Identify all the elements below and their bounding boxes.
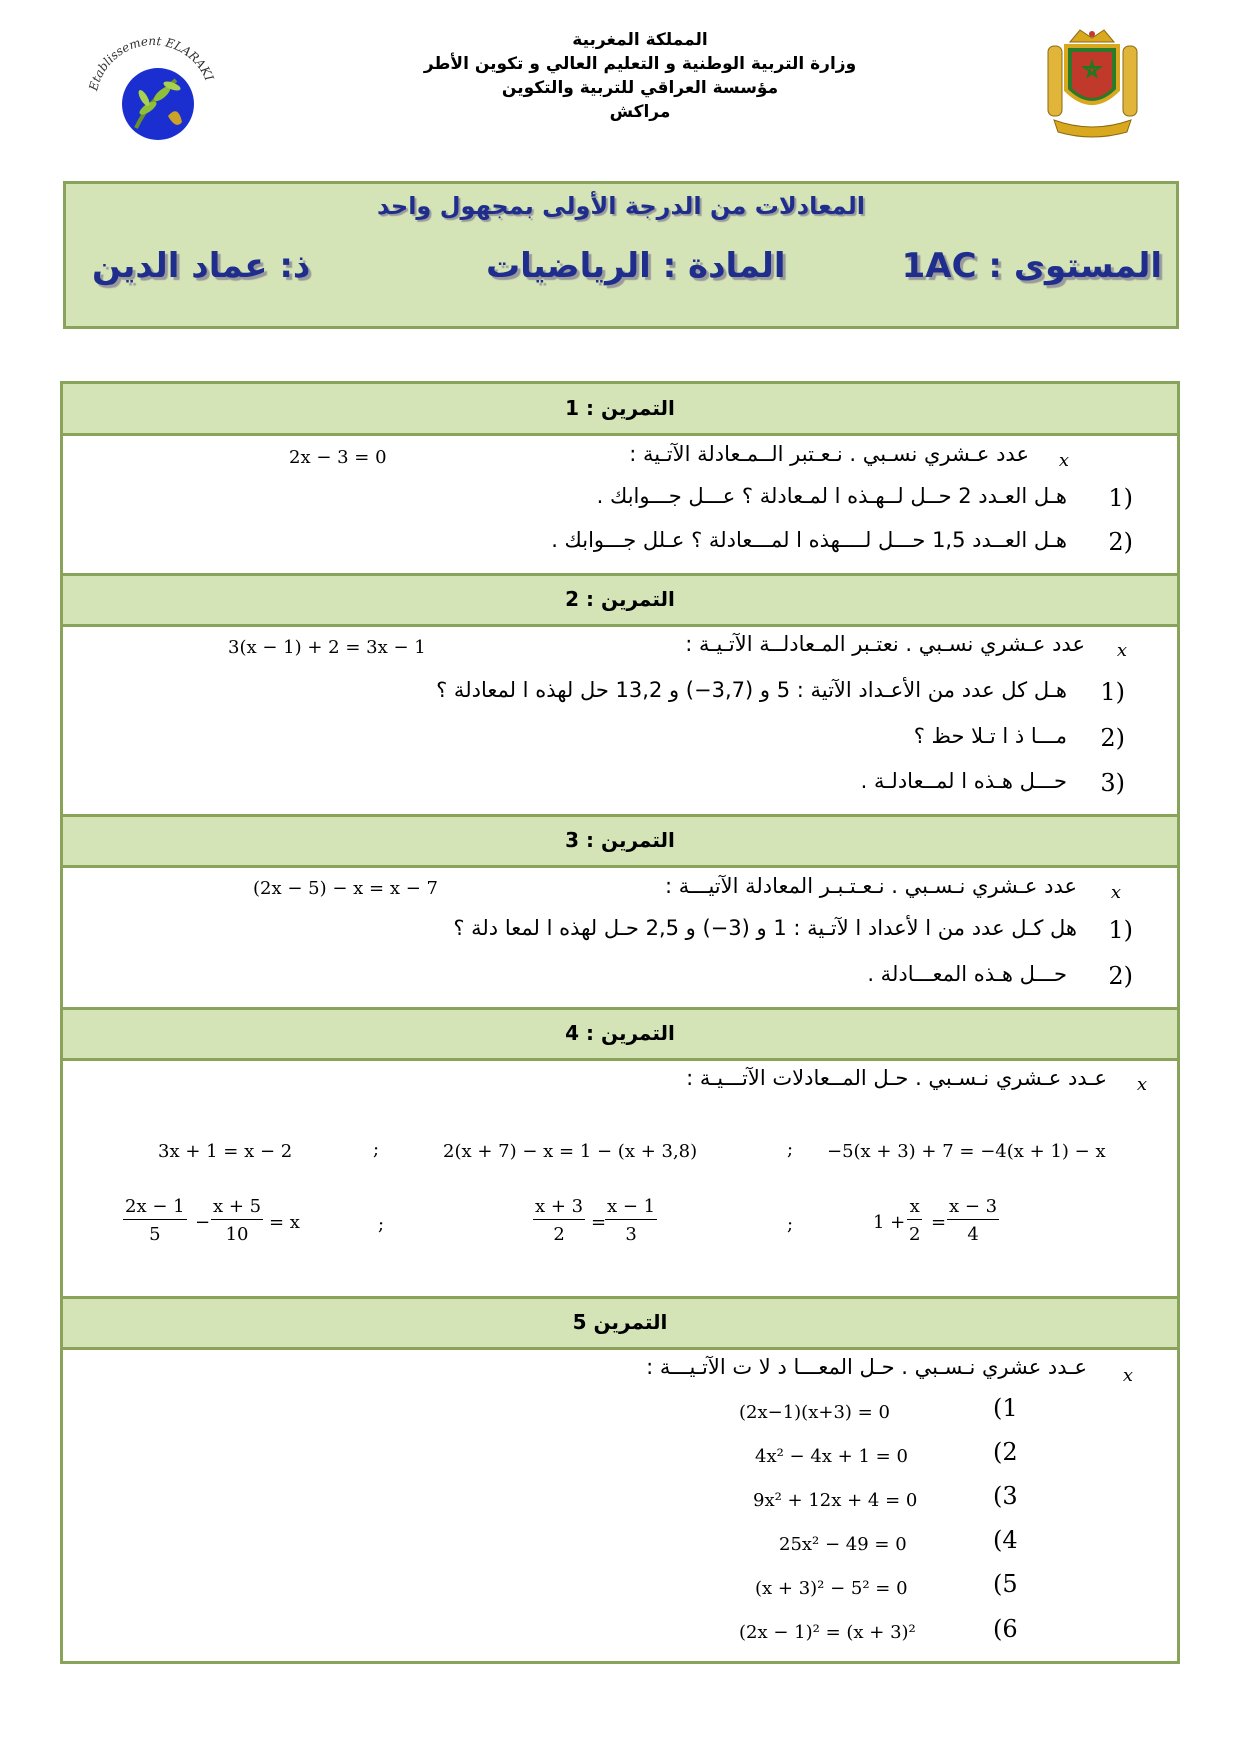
- equation-c: −5(x + 3) + 7 = −4(x + 1) − x: [827, 1141, 1106, 1162]
- exercise-1-q1-number: 1): [1108, 484, 1133, 512]
- exercise-2-q2-number: 2): [1100, 724, 1125, 752]
- list-item-equation: (x + 3)² − 5² = 0: [755, 1578, 908, 1599]
- exercise-3-q2-number: 2): [1108, 962, 1133, 990]
- school-logo: [78, 32, 228, 142]
- school-logo-text: Etablissement ELARAKI: [86, 33, 217, 93]
- exercises-table: [60, 381, 1180, 1664]
- exercise-3-question-1: هل كـل عدد من ا لأعداد ا لآتـية : 1 و (3−) و 2,5 حـل لهذه ا لمعا دلة ؟: [453, 916, 1077, 940]
- exercise-2-equation: 3(x − 1) + 2 = 3x − 1: [228, 637, 426, 658]
- exercise-4-variable: x: [1136, 1074, 1147, 1095]
- exercise-5-header: التمرين 5: [63, 1296, 1177, 1350]
- fraction-6: [947, 1196, 999, 1245]
- fraction-1: [123, 1196, 187, 1245]
- exercise-1-q2-number: 2): [1108, 528, 1133, 556]
- exercise-2-variable: x: [1116, 640, 1127, 661]
- level-label: المستوى : 1AC: [901, 246, 1162, 286]
- exercise-3-q1-number: 1): [1108, 916, 1133, 944]
- separator: ;: [373, 1139, 380, 1160]
- institution-header: [380, 28, 900, 124]
- exercise-5-variable: x: [1122, 1365, 1133, 1386]
- separator: ;: [787, 1214, 794, 1235]
- subject-label: المادة : الرياضيات: [486, 246, 786, 286]
- fraction-3-denominator: 2: [533, 1219, 585, 1245]
- fraction-1-numerator: 2x − 1: [125, 1196, 185, 1217]
- fraction-4: [605, 1196, 657, 1245]
- exercise-3-variable: x: [1110, 882, 1121, 903]
- exercise-2-intro: عدد عـشري نسـبي . نعتـبر المـعادلــة الآتـيـة :: [685, 632, 1085, 656]
- list-item-number: (2: [993, 1438, 1018, 1466]
- list-item-equation: 4x² − 4x + 1 = 0: [755, 1446, 908, 1467]
- list-item-number: (5: [993, 1570, 1018, 1598]
- title-box: [63, 181, 1179, 329]
- exercise-3-header: التمرين : 3: [63, 814, 1177, 868]
- fraction-3-equals: =: [591, 1212, 607, 1233]
- list-item-number: (6: [993, 1615, 1018, 1643]
- header-kingdom: المملكة المغربية: [572, 30, 708, 50]
- fraction-1-denominator: 5: [123, 1219, 187, 1245]
- fraction-3-numerator: x + 3: [535, 1196, 584, 1217]
- fraction-3: [533, 1196, 585, 1245]
- fraction-2-denominator: 10: [211, 1219, 263, 1245]
- list-item-equation: 9x² + 12x + 4 = 0: [753, 1490, 918, 1511]
- list-item-number: (1: [993, 1394, 1018, 1422]
- fraction-5: [907, 1196, 922, 1245]
- equation-a: 3x + 1 = x − 2: [158, 1141, 293, 1162]
- exercise-1-variable: x: [1058, 450, 1069, 471]
- header-city: مراكش: [609, 102, 671, 122]
- fraction-5-numerator: x: [909, 1196, 920, 1217]
- list-item-equation: (2x−1)(x+3) = 0: [739, 1402, 890, 1423]
- exercise-1-header: التمرين : 1: [63, 384, 1177, 436]
- fraction-4-denominator: 3: [605, 1219, 657, 1245]
- fraction-2-numerator: x + 5: [213, 1196, 262, 1217]
- fraction-5-prefix: 1 +: [873, 1212, 906, 1233]
- exercise-2-header: التمرين : 2: [63, 573, 1177, 627]
- exercise-2-q1-number: 1): [1100, 678, 1125, 706]
- fraction-6-numerator: x − 3: [949, 1196, 998, 1217]
- exercise-2-question-3: حـــل هـذه ا لمــعادلـة .: [860, 769, 1067, 793]
- teacher-label: ذ: عماد الدين: [92, 246, 311, 286]
- exercise-5-intro: عـدد عشري نـسـبي . حـل المعـــا د لا ت الآتـيـــة :: [646, 1355, 1087, 1379]
- fraction-2-rhs: = x: [269, 1212, 300, 1233]
- exercise-2-question-1: هـل كل عدد من الأعـداد الآتية : 5 و (3,7−) و 13,2 حل لهذه ا لمعادلة ؟: [436, 678, 1067, 702]
- fraction-6-denominator: 4: [947, 1219, 999, 1245]
- exercise-2-question-2: مـــا ذ ا تـلا حظ ؟: [913, 724, 1067, 748]
- exercise-4-intro: عـدد عـشري نـسـبي . حـل المــعادلات الآتـــيـة :: [686, 1066, 1107, 1090]
- exercise-4-header: التمرين : 4: [63, 1007, 1177, 1061]
- header-ministry: وزارة التربية الوطنية و التعليم العالي و تكوين الأطر: [423, 54, 857, 74]
- exercise-1-intro: عدد عـشري نسـبي . نـعـتبر الــمـعادلة الآتـية :: [629, 442, 1029, 466]
- header-institution: مؤسسة العراقي للتربية والتكوين: [501, 78, 779, 98]
- separator: ;: [378, 1214, 385, 1235]
- list-item-equation: 25x² − 49 = 0: [779, 1534, 907, 1555]
- fraction-5-denominator: 2: [907, 1219, 922, 1245]
- separator: ;: [787, 1139, 794, 1160]
- list-item-number: (4: [993, 1526, 1018, 1554]
- exercise-3-intro: عدد عـشري نـسـبي . نـعـتـبـر المعادلة الآتيـــة :: [664, 874, 1077, 898]
- fraction-2: [211, 1196, 263, 1245]
- exercise-1-question-2: هـل العــدد 1,5 حـــل لــــهذه ا لمـــعادلة ؟ عـلل جـــوابك .: [551, 528, 1067, 552]
- lesson-title: المعادلات من الدرجة الأولى بمجهول واحد: [377, 192, 865, 220]
- exercise-1-equation: 2x − 3 = 0: [289, 447, 387, 468]
- list-item-equation: (2x − 1)² = (x + 3)²: [739, 1622, 916, 1643]
- exercise-2-q3-number: 3): [1100, 769, 1125, 797]
- exercise-3-question-2: حـــل هـذه المعـــادلة .: [867, 962, 1067, 986]
- fraction-4-numerator: x − 1: [607, 1196, 656, 1217]
- fraction-5-equals: =: [931, 1212, 947, 1233]
- coat-of-arms-emblem: [1030, 24, 1155, 139]
- list-item-number: (3: [993, 1482, 1018, 1510]
- fraction-1-operator: −: [195, 1212, 211, 1233]
- exercise-1-question-1: هـل العـدد 2 حــل لــهـذه ا لمـعادلة ؟ عـــل جـــوابك .: [596, 484, 1067, 508]
- exercise-3-equation: (2x − 5) − x = x − 7: [253, 878, 438, 899]
- equation-b: 2(x + 7) − x = 1 − (x + 3,8): [443, 1141, 698, 1162]
